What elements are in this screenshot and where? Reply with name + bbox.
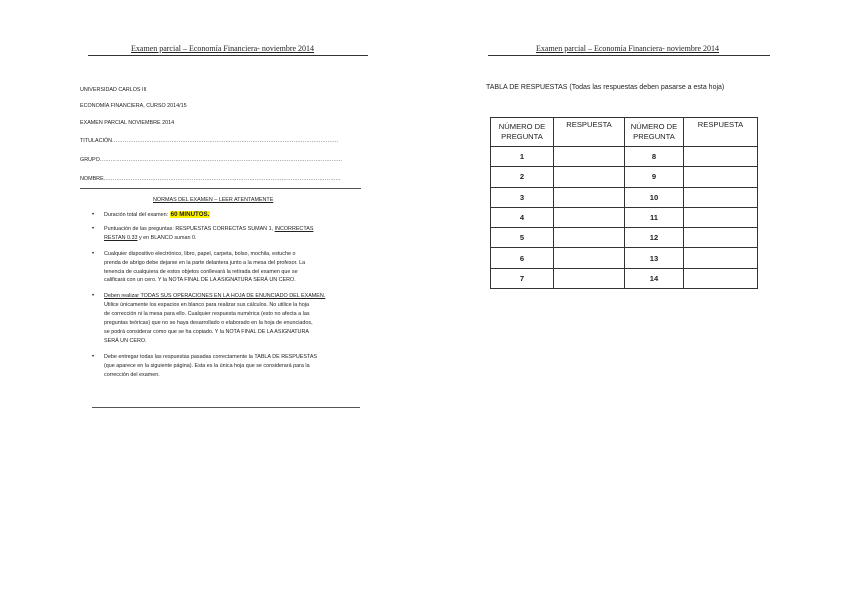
rule-duration: • Duración total del examen: 60 MINUTOS.: [92, 211, 210, 218]
table-header-row: [491, 118, 758, 147]
header-rule-right: [488, 55, 770, 56]
question-number: 10: [625, 187, 684, 207]
grupo-field[interactable]: GRUPO………………………………………………………………………………………………………………………: [80, 157, 343, 163]
question-number: 11: [625, 207, 684, 227]
duration-highlight: 60 MINUTOS.: [170, 211, 210, 218]
course-name: ECONOMÍA FINANCIERA, CURSO 2014/15: [80, 103, 187, 109]
table-row: [491, 228, 758, 248]
col-header-answer-right: RESPUESTA: [684, 118, 758, 147]
table-row: [491, 147, 758, 167]
question-number: 7: [491, 268, 554, 288]
table-row: [491, 167, 758, 187]
left-page-header: Examen parcial – Economía Financiera- noviembre 2014: [131, 44, 315, 53]
table-title: TABLA DE RESPUESTAS (Todas las respuestas deben pasarse a esta hoja): [486, 84, 725, 91]
answer-cell[interactable]: [554, 187, 625, 207]
university-name: UNIVERSIDAD CARLOS III: [80, 87, 147, 93]
question-number: 8: [625, 147, 684, 167]
rule-answer-table: • Debe entregar todas las respuestas pasadas correctamente la TABLA DE RESPUESTAS (que aparece en la siguiente página). Esta es la única hoja que se considerará para la corrección del examen.: [92, 353, 318, 378]
rule-operations: • Deben realizar TODAS SUS OPERACIONES EN LA HOJA DE ENUNCIADO DEL EXAMEN. Utilice únicamente los espacios en blanco para realizar sus cálculos. No utilice la hoja de corrección ni la mesa para ello. Cualquier respuesta numérica (esto no afecta a las preguntas teóricas) que no se haya desarrollado o elaborado en la hoja de enunciados, se podrá considerar como que se ha copiado. Y la NOTA FINAL DE LA ASIGNATURA SERÁ UN CERO.: [92, 293, 326, 344]
header-rule: [88, 55, 368, 56]
rules-bottom-rule: [92, 407, 360, 408]
table-row: [491, 187, 758, 207]
nombre-field[interactable]: NOMBRE……………………………………………………………………………………………………………………: [80, 176, 341, 182]
answer-cell[interactable]: [554, 147, 625, 167]
question-number: 2: [491, 167, 554, 187]
question-number: 1: [491, 147, 554, 167]
table-row: [491, 207, 758, 227]
col-header-question-left: NÚMERO DE PREGUNTA: [491, 118, 554, 147]
answer-cell[interactable]: [684, 228, 758, 248]
rule-scoring: • Puntuación de las preguntas: RESPUESTAS CORRECTAS SUMAN 1, INCORRECTAS RESTAN 0.33 y en BLANCO suman 0.: [92, 225, 314, 241]
rule-devices: • Cualquier dispositivo electrónico, libro, papel, carpeta, bolso, mochila, estuche o prenda de abrigo debe dejarse en la parte delantera junto a la mesa del profesor. La tenencia de cualquiera de estos objetos conllevará la retirada del examen que se calificará con un cero. Y la NOTA FINAL DE LA ASIGNATURA SERÁ UN CERO.: [92, 250, 306, 284]
question-number: 5: [491, 228, 554, 248]
question-number: 6: [491, 248, 554, 268]
question-number: 12: [625, 228, 684, 248]
answer-cell[interactable]: [684, 187, 758, 207]
question-number: 3: [491, 187, 554, 207]
rules-title: NORMAS DEL EXAMEN – LEER ATENTAMENTE: [153, 197, 274, 203]
answer-cell[interactable]: [684, 167, 758, 187]
answer-table: [490, 117, 758, 289]
question-number: 4: [491, 207, 554, 227]
question-number: 9: [625, 167, 684, 187]
rules-list: [92, 211, 366, 387]
answer-cell[interactable]: [684, 248, 758, 268]
right-page-header: Examen parcial – Economía Financiera- noviembre 2014: [536, 44, 720, 53]
table-row: [491, 268, 758, 288]
titulacion-field[interactable]: TITULACIÓN………………………………………………………………………………………………………………: [80, 138, 339, 144]
answer-cell[interactable]: [554, 228, 625, 248]
question-number: 13: [625, 248, 684, 268]
exam-name: EXAMEN PARCIAL NOVIEMBRE 2014: [80, 120, 175, 126]
col-header-question-right: NÚMERO DE PREGUNTA: [625, 118, 684, 147]
info-rule: [80, 188, 361, 189]
answer-cell[interactable]: [684, 207, 758, 227]
answer-cell[interactable]: [684, 268, 758, 288]
answer-cell[interactable]: [554, 167, 625, 187]
answer-cell[interactable]: [684, 147, 758, 167]
answer-cell[interactable]: [554, 268, 625, 288]
answer-cell[interactable]: [554, 248, 625, 268]
col-header-answer-left: RESPUESTA: [554, 118, 625, 147]
table-row: [491, 248, 758, 268]
answer-cell[interactable]: [554, 207, 625, 227]
question-number: 14: [625, 268, 684, 288]
